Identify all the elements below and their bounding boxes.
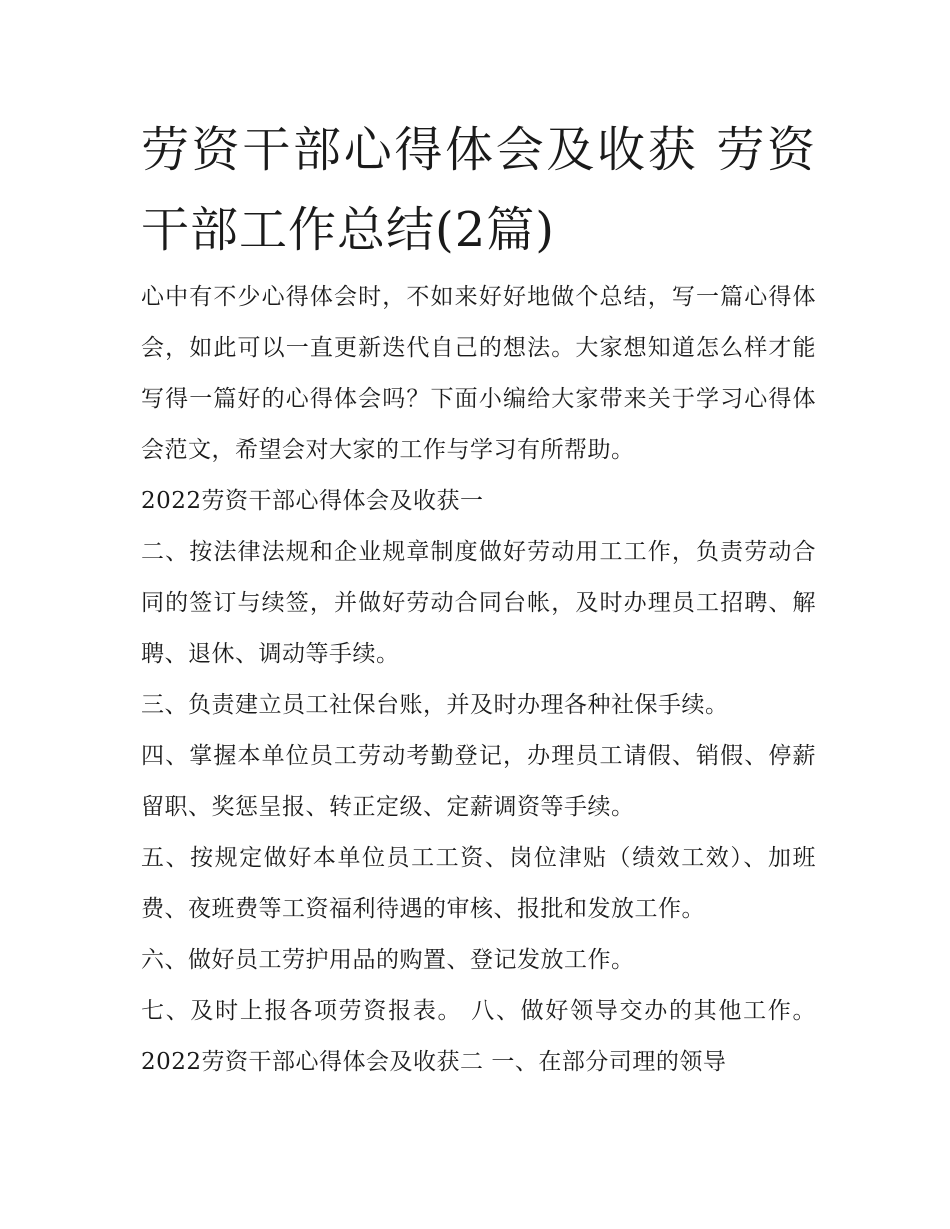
duty-item-four: 四、掌握本单位员工劳动考勤登记，办理员工请假、销假、停薪留职、奖惩呈报、转正定级、定薪调资等手续。 xyxy=(141,743,816,820)
intro-paragraph: 心中有不少心得体会时，不如来好好地做个总结，写一篇心得体会，如此可以一直更新迭代自己的想法。大家想知道怎么样才能写得一篇好的心得体会吗？下面小编给大家带来关于学习心得体会范文，希望会对大家的工作与学习有所帮助。 xyxy=(141,284,816,463)
document-title: 劳资干部心得体会及收获 劳资干部工作总结(2篇) xyxy=(141,122,816,258)
duty-item-six: 六、做好员工劳护用品的购置、登记发放工作。 xyxy=(141,947,635,973)
document-content xyxy=(141,110,816,1088)
document-body xyxy=(141,272,816,1088)
section-heading-one: 2022劳资干部心得体会及收获一 xyxy=(141,488,484,514)
duty-item-two: 二、按法律法规和企业规章制度做好劳动用工工作，负责劳动合同的签订与续签，并做好劳动合同台帐，及时办理员工招聘、解聘、退休、调动等手续。 xyxy=(141,539,816,667)
duty-item-five: 五、按规定做好本单位员工工资、岗位津贴（绩效工效）、加班费、夜班费等工资福利待遇的审核、报批和发放工作。 xyxy=(141,845,816,922)
duty-item-seven-eight: 七、及时上报各项劳资报表。 八、做好领导交办的其他工作。 2022劳资干部心得体会及收获二 一、在部分司理的领导 xyxy=(141,998,816,1075)
duty-item-three: 三、负责建立员工社保台账，并及时办理各种社保手续。 xyxy=(141,692,729,718)
